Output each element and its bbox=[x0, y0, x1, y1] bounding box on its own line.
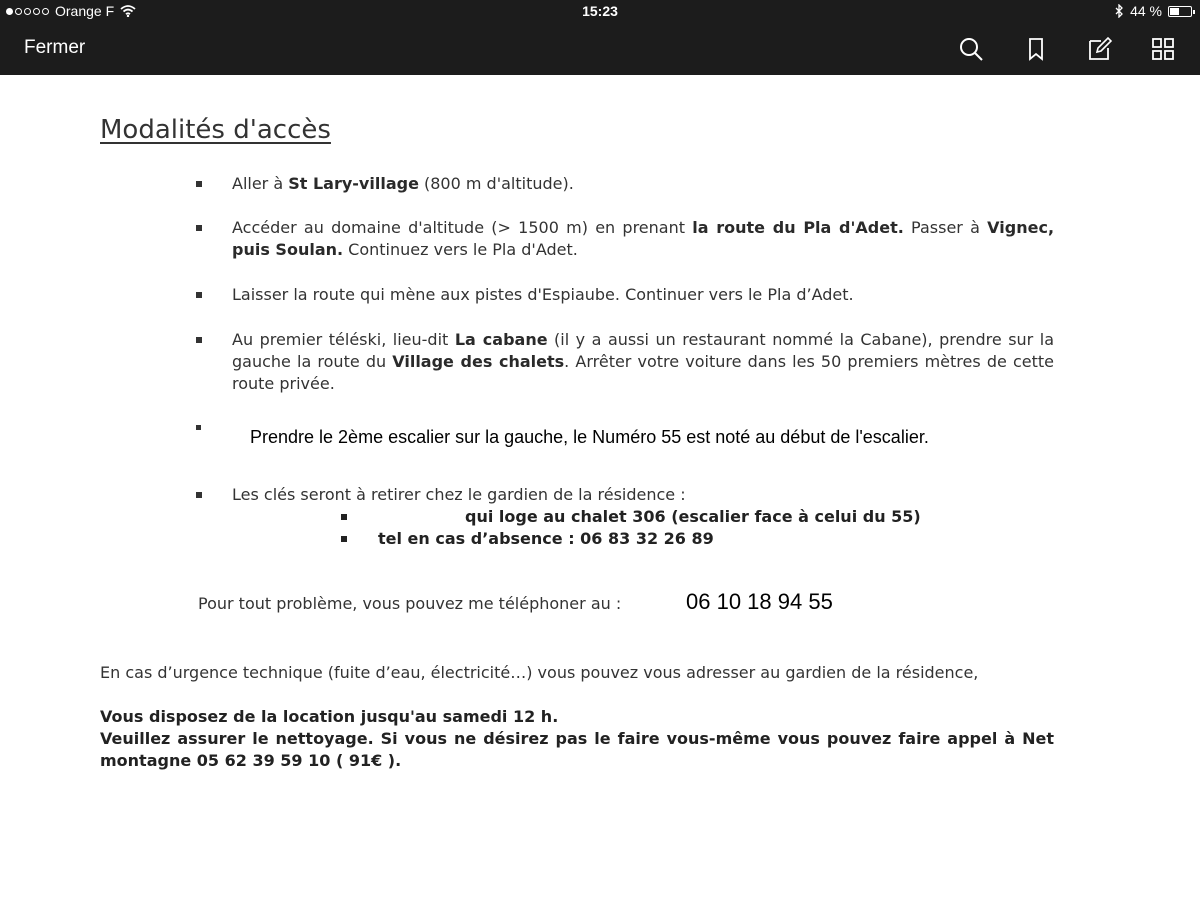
list-item: Aller à St Lary-village (800 m d'altitude). bbox=[232, 174, 574, 193]
list-item: Les clés seront à retirer chez le gardien de la résidence : bbox=[232, 485, 686, 504]
list-item: Prendre le 2ème escalier sur la gauche, le Numéro 55 est noté au début de l'escalier. bbox=[250, 427, 929, 447]
page-title: Modalités d'accès bbox=[100, 115, 331, 145]
sub-bullet-marker bbox=[341, 536, 347, 542]
sub-list-item: qui loge au chalet 306 (escalier face à celui du 55) bbox=[465, 507, 921, 526]
emergency-paragraph: En cas d’urgence technique (fuite d’eau, électricité…) vous pouvez vous adresser au gardien de la résidence, bbox=[100, 663, 979, 682]
bullet-marker bbox=[196, 492, 202, 498]
sub-bullet-marker bbox=[341, 514, 347, 520]
bullet-marker bbox=[196, 337, 202, 343]
bookmark-icon[interactable] bbox=[1023, 36, 1049, 62]
rental-paragraph: Vous disposez de la location jusqu'au samedi 12 h. bbox=[100, 707, 559, 726]
close-button[interactable]: Fermer bbox=[24, 37, 86, 58]
edit-icon[interactable] bbox=[1087, 36, 1113, 62]
bullet-marker bbox=[196, 292, 202, 298]
contact-phone: 06 10 18 94 55 bbox=[686, 589, 833, 614]
list-item: Laisser la route qui mène aux pistes d'Espiaube. Continuer vers le Pla d’Adet. bbox=[232, 285, 854, 304]
status-time: 15:23 bbox=[582, 3, 618, 19]
bluetooth-icon bbox=[1115, 4, 1124, 18]
list-item: Au premier téléski, lieu-dit La cabane (il y a aussi un restaurant nommé la Cabane), prendre sur la gauche la route du Village des chalets. Arrêter votre voiture dans les 50 premiers mètres de cette route privée. bbox=[232, 330, 1055, 393]
status-right bbox=[1115, 3, 1192, 19]
reader-toolbar bbox=[0, 24, 1200, 75]
status-bar bbox=[0, 0, 1200, 24]
list-item: Accéder au domaine d'altitude (> 1500 m) en prenant la route du Pla d'Adet. Passer à Vignec, puis Soulan. Continuez vers le Pla d'Adet. bbox=[232, 218, 1055, 259]
bullet-marker bbox=[196, 225, 202, 231]
grid-icon[interactable] bbox=[1150, 36, 1176, 62]
carrier-name: Orange F bbox=[55, 3, 115, 19]
bullet-marker bbox=[196, 181, 202, 187]
bullet-marker bbox=[196, 425, 201, 430]
document-page bbox=[0, 75, 1200, 900]
cleaning-paragraph: Veuillez assurer le nettoyage. Si vous ne désirez pas le faire vous-même vous pouvez faire appel à Net montagne 05 62 39 59 10 ( 91€ ). bbox=[100, 729, 1054, 770]
contact-text: Pour tout problème, vous pouvez me téléphoner au : bbox=[198, 594, 622, 613]
battery-percent: 44 % bbox=[1130, 3, 1162, 19]
battery-icon bbox=[1168, 6, 1192, 17]
sub-list-item: tel en cas d’absence : 06 83 32 26 89 bbox=[378, 529, 714, 548]
search-icon[interactable] bbox=[958, 36, 984, 62]
